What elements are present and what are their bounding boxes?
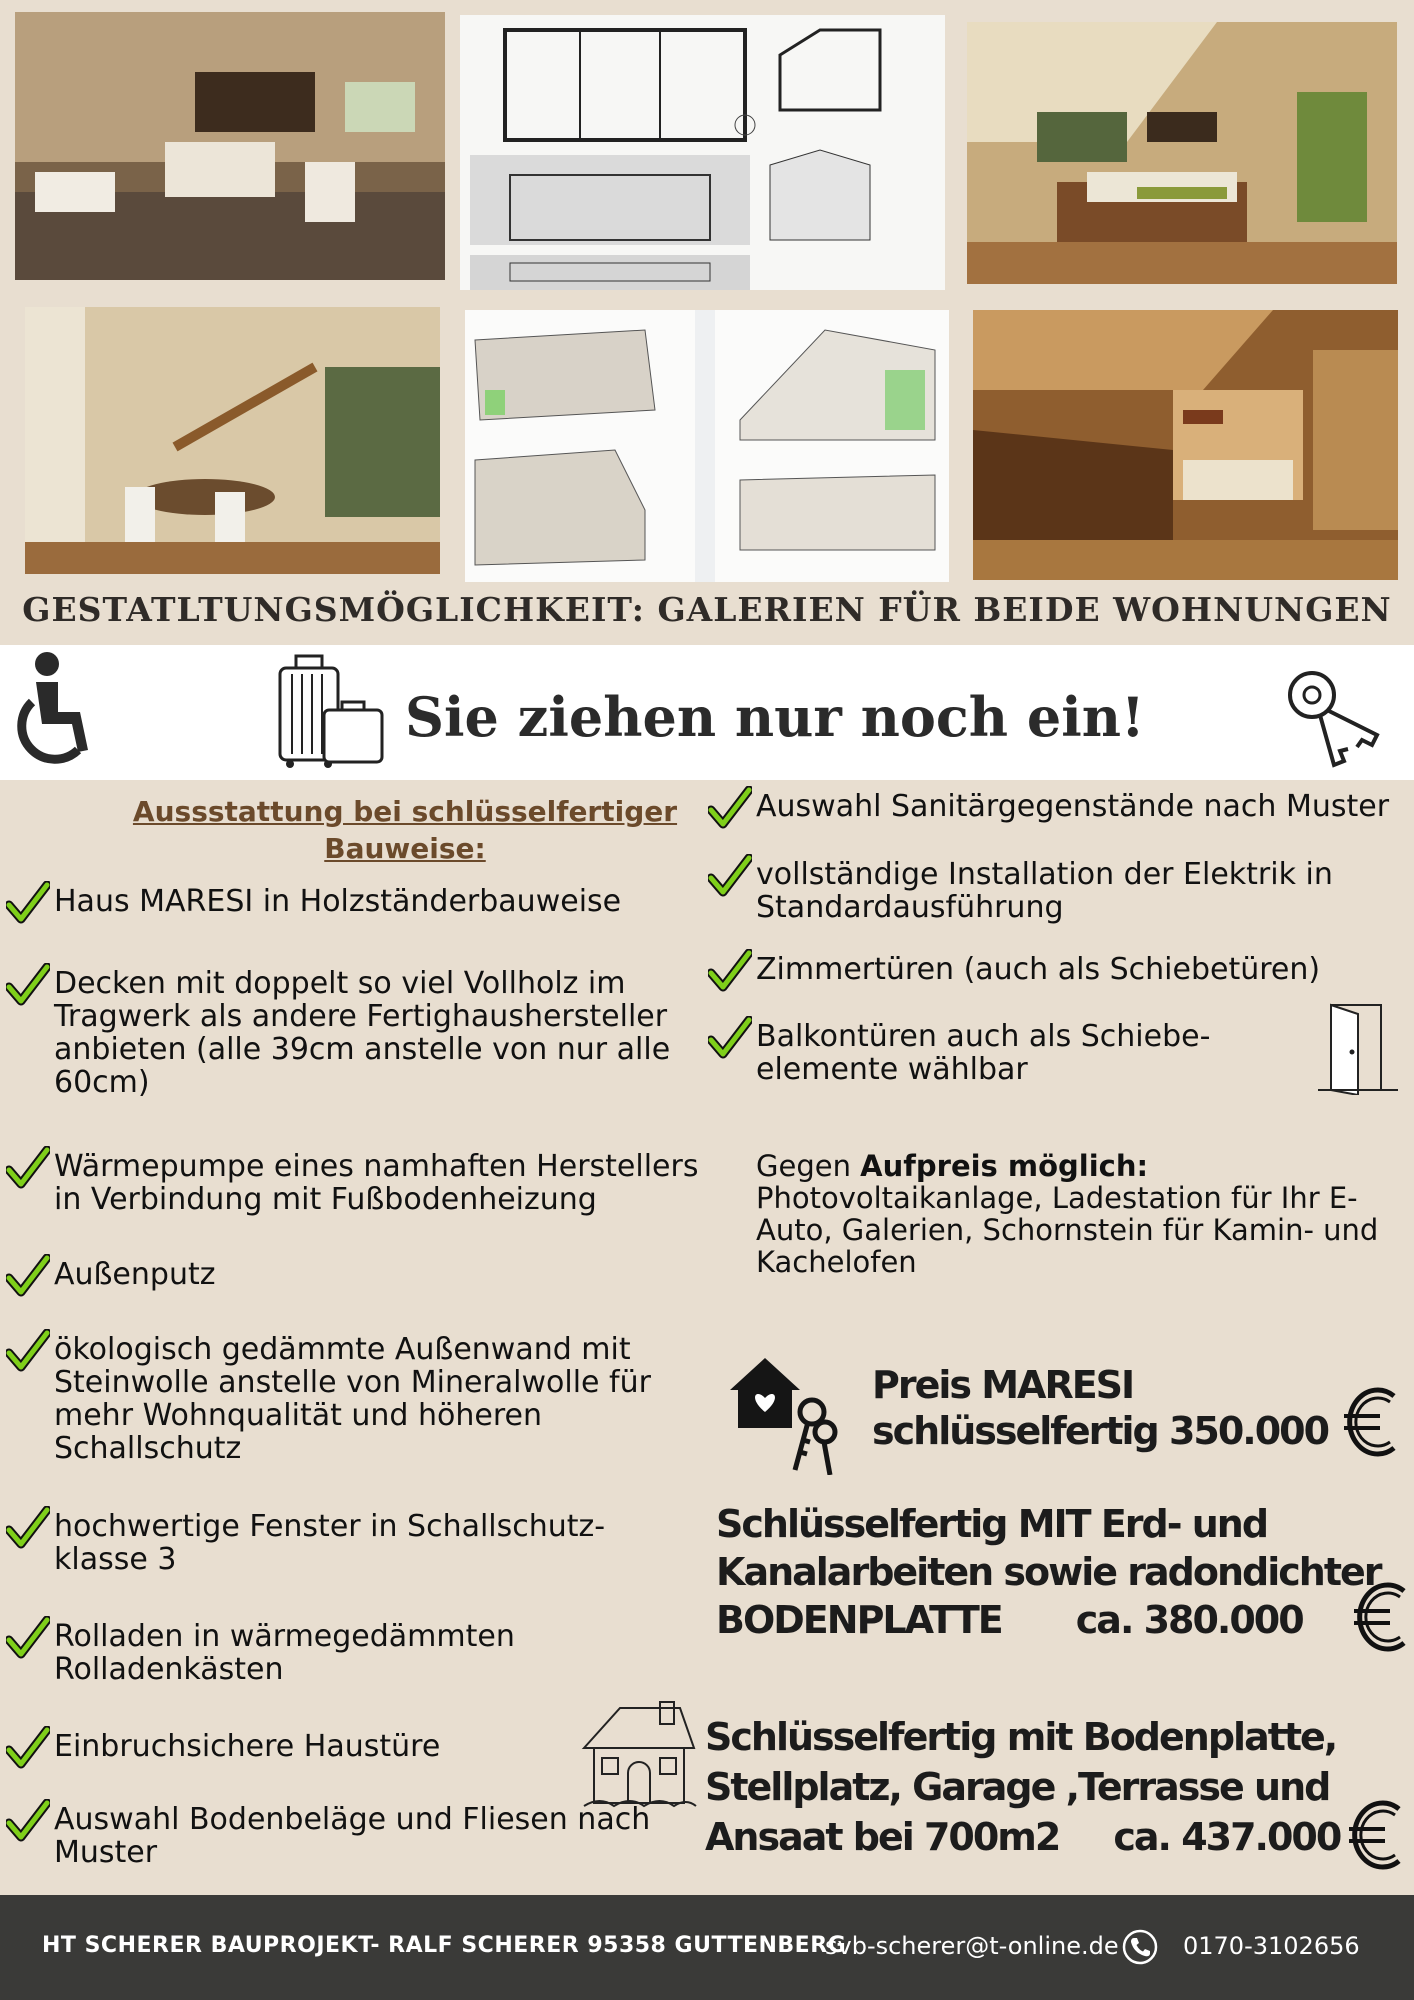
- list-item: vollständige Installation der Elektrik in Standardausführung: [756, 857, 1333, 925]
- extra-cost-note: Gegen Aufpreis möglich: Photovoltaikanlage, Ladestation für Ihr E- Auto, Galerien, Schornstein für Kamin- und Kachelofen: [756, 1149, 1379, 1279]
- list-item: Auswahl Sanitärgegenstände nach Muster: [756, 789, 1390, 824]
- house-keys-icon: [720, 1350, 845, 1475]
- check-icon: [708, 1016, 752, 1060]
- list-item: hochwertige Fenster in Schallschutz- klasse 3: [54, 1509, 606, 1577]
- check-icon: [708, 786, 752, 830]
- list-item: Balkontüren auch als Schiebe- elemente wählbar: [756, 1019, 1211, 1087]
- list-item: Auswahl Bodenbeläge und Fliesen nach Muster: [54, 1802, 651, 1870]
- check-icon: [6, 881, 50, 925]
- wheelchair-icon: [12, 650, 102, 775]
- bathroom-photo: [15, 12, 445, 280]
- list-item: Haus MARESI in Holzständerbauweise: [54, 884, 622, 919]
- gallery-bedroom-photo: [973, 310, 1398, 580]
- luggage-icon: [272, 650, 387, 772]
- list-item: ökologisch gedämmte Außenwand mit Steinwolle anstelle von Mineralwolle für mehr Wohnqualität und höheren Schallschutz: [54, 1332, 651, 1466]
- list-item: Zimmertüren (auch als Schiebetüren): [756, 952, 1321, 987]
- footer-company: HT SCHERER BAUPROJEKT- RALF SCHERER 95358 GUTTENBERG: [42, 1933, 847, 1958]
- euro-icon: [1340, 1382, 1400, 1462]
- check-icon: [6, 1329, 50, 1373]
- list-item: Einbruchsichere Haustüre: [54, 1729, 441, 1764]
- living-room-photo: [25, 307, 440, 574]
- price-block-maresi: Preis MARESI schlüsselfertig 350.000: [872, 1363, 1329, 1453]
- check-icon: [6, 1726, 50, 1770]
- floor-plan-drawing: [460, 15, 945, 290]
- list-item: Wärmepumpe eines namhaften Herstellers in Verbindung mit Fußbodenheizung: [54, 1149, 699, 1217]
- check-icon: [6, 1616, 50, 1660]
- check-icon: [708, 949, 752, 993]
- price-block-earthworks: Schlüsselfertig MIT Erd- und Kanalarbeiten sowie radondichter BODENPLATTE ca. 380.000: [716, 1502, 1381, 1642]
- check-icon: [6, 963, 50, 1007]
- list-item: Außenputz: [54, 1257, 216, 1292]
- slogan-band: [0, 645, 1414, 780]
- price-block-complete: Schlüsselfertig mit Bodenplatte, Stellplatz, Garage ,Terrasse und Ansaat bei 700m2 ca. 437.000: [705, 1715, 1341, 1859]
- door-icon: [1316, 1000, 1401, 1095]
- 3d-cutaway-drawings: [465, 310, 949, 582]
- equipment-heading: Aussstattung bei schlüsselfertiger Bauweise:: [132, 795, 678, 865]
- check-icon: [6, 1254, 50, 1298]
- phone-icon: [1122, 1929, 1158, 1965]
- check-icon: [6, 1506, 50, 1550]
- check-icon: [6, 1799, 50, 1843]
- euro-icon: [1345, 1795, 1405, 1875]
- cottage-icon: [580, 1698, 698, 1813]
- footer-phone[interactable]: 0170-3102656: [1183, 1932, 1360, 1960]
- check-icon: [708, 854, 752, 898]
- euro-icon: [1350, 1577, 1410, 1657]
- list-item: Decken mit doppelt so viel Vollholz im Tragwerk als andere Fertighaushersteller anbieten (alle 39cm anstelle von nur alle 60cm): [54, 966, 671, 1100]
- check-icon: [6, 1146, 50, 1190]
- gallery-headline: GESTATLTUNGSMÖGLICHKEIT: GALERIEN FÜR BEIDE WOHNUNGEN: [22, 590, 1392, 629]
- list-item: Rolladen in wärmegedämmten Rolladenkästen: [54, 1619, 515, 1687]
- slogan-title: Sie ziehen nur noch ein!: [405, 685, 1145, 749]
- footer-email[interactable]: svb-scherer@t-online.de: [825, 1932, 1119, 1960]
- keys-icon: [1282, 665, 1392, 775]
- footer: [0, 1895, 1414, 2000]
- bedroom-photo: [967, 22, 1397, 284]
